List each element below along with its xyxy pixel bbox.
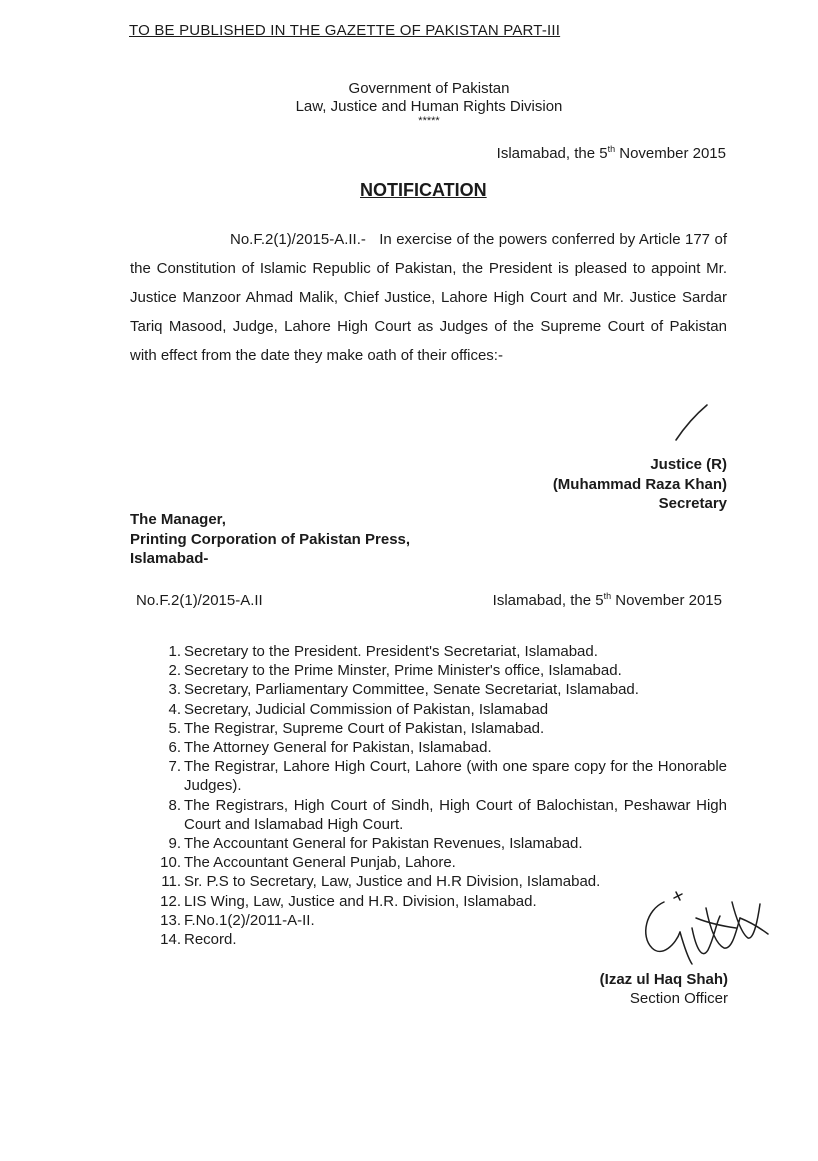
distribution-item-number: 9. bbox=[168, 835, 181, 853]
notification-title: NOTIFICATION bbox=[360, 180, 487, 200]
distribution-item bbox=[140, 796, 727, 834]
distribution-item-number: 1. bbox=[168, 643, 181, 660]
distribution-item bbox=[140, 738, 727, 757]
distribution-item-text: Sr. P.S to Secretary, Law, Justice and H.R Division, Islamabad. bbox=[184, 873, 601, 891]
distribution-item-text: Record. bbox=[184, 931, 237, 949]
distribution-item-text: LIS Wing, Law, Justice and H.R. Division, Islamabad. bbox=[184, 892, 537, 910]
distribution-item-number: 13. bbox=[160, 911, 181, 929]
distribution-item-number: 4. bbox=[168, 700, 181, 718]
government-line: Government of Pakistan bbox=[348, 80, 510, 97]
distribution-item-number: 6. bbox=[168, 739, 181, 757]
distribution-item-text: The Accountant General for Pakistan Revenues, Islamabad. bbox=[184, 835, 583, 853]
distribution-item-text: The Registrar, Supreme Court of Pakistan, Islamabad. bbox=[184, 719, 545, 737]
signatory-title: Justice (R) bbox=[650, 456, 727, 473]
secretary-signature bbox=[672, 402, 712, 444]
notification-ref: No.F.2(1)/2015-A.II.- bbox=[230, 231, 366, 248]
copy-ref-number: No.F.2(1)/2015-A.II bbox=[136, 592, 263, 609]
signatory-designation: Secretary bbox=[658, 495, 727, 512]
distribution-item-number: 12. bbox=[160, 892, 181, 910]
addressee-line-1: The Manager, bbox=[130, 511, 226, 528]
division-line: Law, Justice and Human Rights Division bbox=[295, 98, 563, 115]
distribution-item-text: Secretary, Parliamentary Committee, Senate Secretariat, Islamabad. bbox=[184, 681, 639, 699]
addressee-line-2: Printing Corporation of Pakistan Press, bbox=[130, 530, 411, 548]
distribution-item bbox=[140, 700, 727, 719]
distribution-item bbox=[140, 719, 727, 738]
distribution-item-number: 2. bbox=[168, 662, 181, 680]
distribution-item-number: 3. bbox=[168, 681, 181, 699]
section-officer-designation: Section Officer bbox=[629, 990, 728, 1007]
signatory-block bbox=[553, 455, 727, 514]
distribution-item-text: F.No.1(2)/2011-A-II. bbox=[184, 911, 315, 929]
distribution-item bbox=[140, 661, 727, 680]
distribution-item-text: Secretary to the Prime Minster, Prime Minister's office, Islamabad. bbox=[184, 662, 622, 680]
distribution-item-number: 7. bbox=[168, 758, 181, 776]
distribution-item-number: 11. bbox=[161, 873, 181, 891]
notification-body bbox=[130, 225, 727, 370]
separator-stars: ***** bbox=[418, 115, 440, 127]
distribution-item-number: 5. bbox=[168, 719, 181, 737]
section-officer-block bbox=[600, 970, 728, 1008]
distribution-item-text: Secretary to the President. President's Secretariat, Islamabad. bbox=[184, 643, 598, 660]
distribution-item-number: 10. bbox=[160, 854, 181, 872]
distribution-item-text: The Registrar, Lahore High Court, Lahore (with one spare copy for the Honorable Judges). bbox=[184, 758, 727, 795]
distribution-item-text: The Accountant General Punjab, Lahore. bbox=[184, 854, 456, 872]
distribution-item-text: The Attorney General for Pakistan, Islamabad. bbox=[184, 739, 492, 757]
addressee-block bbox=[130, 510, 410, 569]
copy-ref-date: Islamabad, the 5th November 2015 bbox=[492, 591, 722, 609]
notification-text: In exercise of the powers conferred by Article 177 of the Constitution of Islamic Republic of Pakistan, the President is pleased to appoint Mr. Justice Manzoor Ahmad Malik, Chief Justice, Lahore High Court and Mr. Justice Sardar Tariq Masood, Judge, Lahore High Court as Judges of the Supreme Court of Pakistan with effect from the date they make oath of their offices:- bbox=[130, 231, 727, 364]
distribution-item-number: 14. bbox=[160, 931, 181, 949]
notification-date: Islamabad, the 5th November 2015 bbox=[496, 144, 726, 162]
distribution-item-text: Secretary, Judicial Commission of Pakistan, Islamabad bbox=[184, 700, 549, 718]
distribution-item bbox=[140, 680, 727, 699]
gazette-heading: TO BE PUBLISHED IN THE GAZETTE OF PAKISTAN PART-III bbox=[129, 22, 561, 39]
distribution-item-text: The Registrars, High Court of Sindh, High Court of Balochistan, Peshawar High Court and Islamabad High Court. bbox=[184, 796, 727, 833]
distribution-item bbox=[140, 853, 727, 872]
addressee-line-3: Islamabad- bbox=[130, 550, 209, 567]
distribution-item bbox=[140, 834, 727, 853]
section-officer-name: (Izaz ul Haq Shah) bbox=[599, 971, 728, 988]
distribution-item bbox=[140, 642, 727, 661]
distribution-item bbox=[140, 757, 727, 795]
section-officer-signature bbox=[636, 888, 771, 970]
signatory-name: (Muhammad Raza Khan) bbox=[552, 475, 727, 493]
distribution-item-number: 8. bbox=[168, 796, 181, 814]
